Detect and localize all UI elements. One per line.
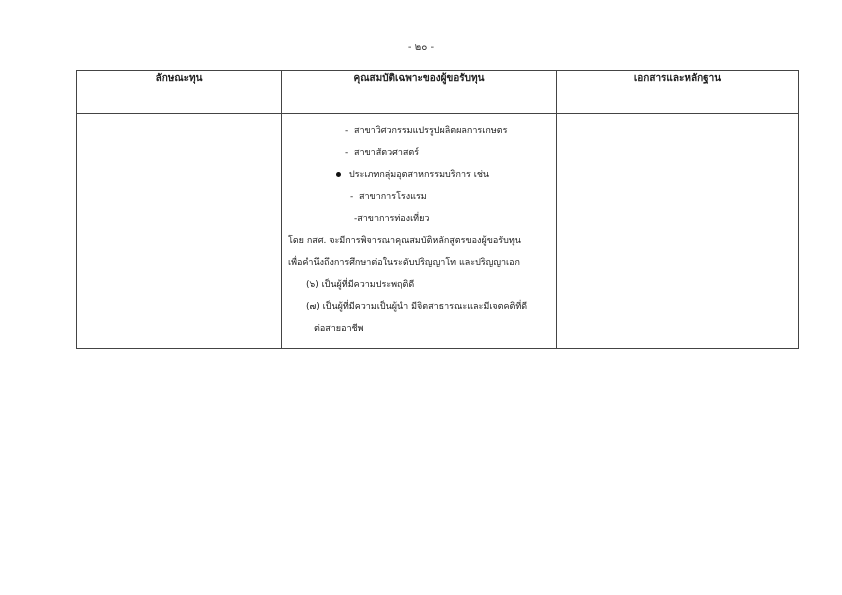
- table-row: [77, 114, 799, 349]
- page-number: - ๒๐ -: [407, 42, 435, 53]
- bullet-icon: [336, 172, 341, 177]
- cell-documents: [557, 114, 799, 349]
- header-specific-qualifications: คุณสมบัติเฉพาะของผู้ขอรับทุน: [282, 71, 557, 114]
- table-header-row: [77, 71, 799, 114]
- paragraph-line: โดย กสศ. จะมีการพิจารณาคุณสมบัติหลักสูตรของผู้ขอรับทุน: [288, 236, 521, 246]
- cell-qualifications: [282, 114, 557, 349]
- list-item: - สาขาการโรงแรม: [350, 192, 427, 202]
- qualification-table: [76, 70, 799, 349]
- list-item: ประเภทกลุ่มอุตสาหกรรมบริการ เช่น: [288, 164, 550, 186]
- list-item: - สาขาสัตวศาสตร์: [345, 148, 420, 158]
- paragraph-line: เพื่อคำนึงถึงการศึกษาต่อในระดับปริญญาโท และปริญญาเอก: [288, 258, 520, 268]
- header-documents-evidence: เอกสารและหลักฐาน: [557, 71, 799, 114]
- header-scholarship-type: ลักษณะทุน: [77, 71, 282, 114]
- cell-scholarship-type: [77, 114, 282, 349]
- numbered-item: (๗) เป็นผู้ที่มีความเป็นผู้นำ มีจิตสาธารณะและมีเจตคติที่ดี: [306, 302, 528, 312]
- list-item: -สาขาการท่องเที่ยว: [354, 214, 430, 224]
- numbered-item: (๖) เป็นผู้ที่มีความประพฤติดี: [306, 280, 415, 290]
- list-item: - สาขาวิศวกรรมแปรรูปผลิตผลการเกษตร: [345, 126, 508, 136]
- numbered-item-continuation: ต่อสายอาชีพ: [314, 324, 364, 334]
